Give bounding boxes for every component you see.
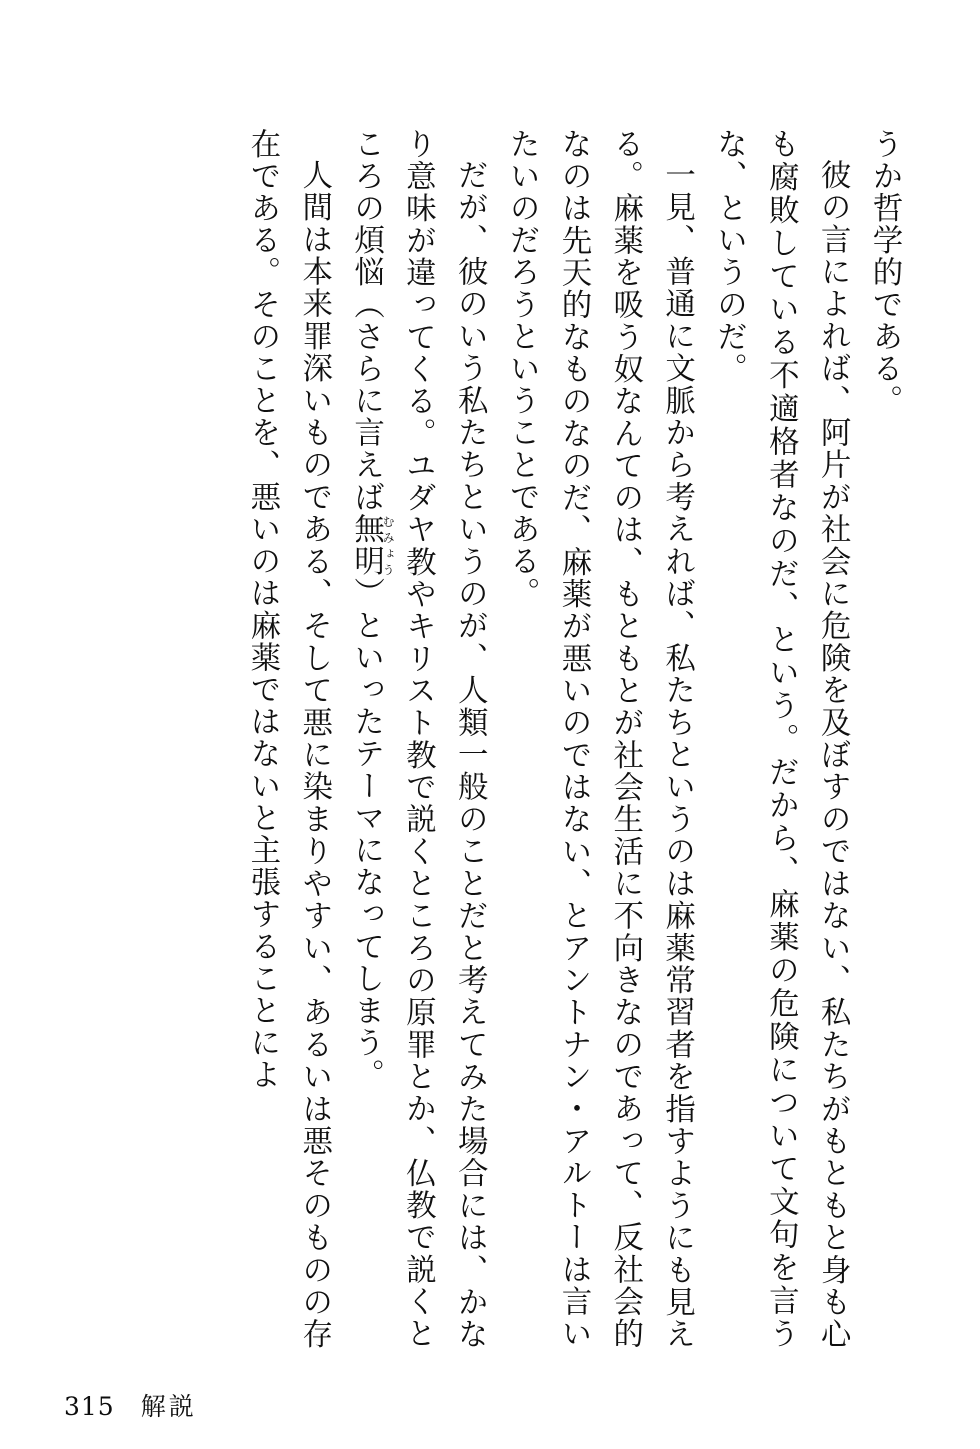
page-number: 315 [64,1392,115,1421]
body-text-vertical [110,128,910,1350]
ruby-base: 無明 [348,513,384,578]
paragraph-5: 人間は本来罪深いものである、そして悪に染まりやすい、あるいは悪そのものの存在である。そのことを、悪いのは麻薬ではないと主張することによ [244,128,332,1350]
ruby-reading: むみょう [381,513,396,578]
paragraph-4-part-b: ）といったテーマになってしまう。 [348,577,384,1092]
section-title: 解説 [140,1392,197,1421]
page-footer [64,1387,197,1423]
paragraph-4 [340,128,496,1350]
paragraph-1: うか哲学的である。 [867,128,902,417]
paragraph-3: 一見、普通に文脈から考えれば、私たちというのは麻薬常習者を指すようにも見える。麻薬を吸う奴なんてのは、もともとが社会生活に不向きなのであって、反社会的なのは先天的なものなのだ、麻薬が悪いのではない、とアントナン・アルトーは言いたいのだろうということである。 [504,128,695,1350]
paragraph-2: 彼の言によれば、阿片が社会に危険を及ぼすのではない、私たちがもともと身も心も腐敗している不適格者なのだ、という。だから、麻薬の危険について文句を言うな、というのだ。 [711,128,851,1350]
paragraph-4-part-a: だが、彼のいう私たちというのが、人類一般のことだと考えてみた場合には、かなり意味が違ってくる。ユダヤ教やキリスト教で説くところの原罪とか、仏教で説くところの煩悩（さらに言えば [348,128,488,1350]
ruby-mumyou [348,513,396,578]
